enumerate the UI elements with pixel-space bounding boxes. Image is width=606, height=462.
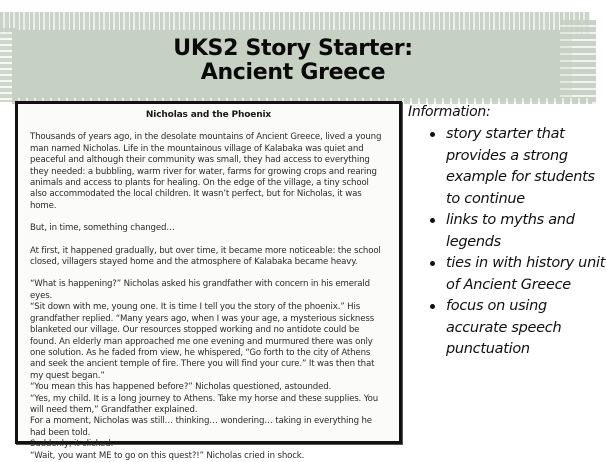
bullet-icon <box>430 304 435 309</box>
title-banner <box>0 12 606 104</box>
story-document <box>15 101 402 461</box>
page-title-line-2: Ancient Greece <box>200 60 386 85</box>
information-panel <box>408 104 606 361</box>
bullet-icon <box>430 261 435 266</box>
story-paragraph: Thousands of years ago, in the desolate mountains of Ancient Greece, lived a young man named Nicholas. Life in the mountainous village of Kalabaka was quiet and peaceful and although their community was small, they had access to everything they needed: a bubbling, warm river for water, farms for growing crops and rearing animals and access to plants for healing. On the edge of the village, a tiny school also accommodated the local children. It wasn’t perfect, but for Nicholas, it was home. <box>30 132 382 211</box>
story-title: Nicholas and the Phoenix <box>145 110 272 120</box>
information-heading: Information: <box>408 104 491 120</box>
story-paragraph: But, in time, something changed… <box>30 223 175 234</box>
story-paragraph: “Yes, my child. It is a long journey to Athens. Take my horse and these supplies. You will need them,” Grandfather explained. <box>30 393 379 415</box>
information-list-item <box>408 296 606 361</box>
information-item-text: focus on using accurate speech punctuation <box>446 298 562 357</box>
bullet-icon <box>430 132 435 137</box>
story-paragraph: For a moment, Nicholas was still… thinking… wondering… taking in everything he had been told. <box>30 416 372 438</box>
information-list-item <box>408 253 606 296</box>
information-list <box>408 124 606 361</box>
story-paragraph: “Sit down with me, young one. It is time I tell you the story of the phoenix.” His grandfather replied. “Many years ago, when I was your age, a mysterious sickness blanketed our village. Our resources stopped working and no antidote could be found. An elderly man approached me one evening and murmured there was only one solution. As he faded from view, he whispered, “Go forth to the city of Athens and seek the ancient temple of fire. There you will find your cure.” It was then that my quest began.” <box>30 302 375 381</box>
information-item-text: story starter that provides a strong example for students to continue <box>446 126 595 207</box>
story-paragraph: “What is happening?” Nicholas asked his grandfather with concern in his emerald eyes. <box>30 279 370 301</box>
page-title <box>0 37 586 85</box>
page-title-line-1: UKS2 Story Starter: <box>173 36 413 61</box>
story-paragraph: “You mean this has happened before?” Nicholas questioned, astounded. <box>30 382 332 393</box>
story-paragraph: Suddenly, it clicked. <box>30 439 114 450</box>
information-item-text: links to myths and legends <box>446 212 575 250</box>
information-list-item <box>408 210 606 253</box>
story-paragraph: “Wait, you want ME to go on this quest?!” Nicholas cried in shock. <box>30 450 305 461</box>
information-list-item <box>408 124 606 210</box>
bullet-icon <box>430 218 435 223</box>
story-paragraph: At first, it happened gradually, but over time, it became more noticeable: the school closed, villagers stayed home and the atmosphere of Kalabaka became heavy. <box>30 245 381 268</box>
information-item-text: ties in with history unit of Ancient Greece <box>446 255 606 293</box>
